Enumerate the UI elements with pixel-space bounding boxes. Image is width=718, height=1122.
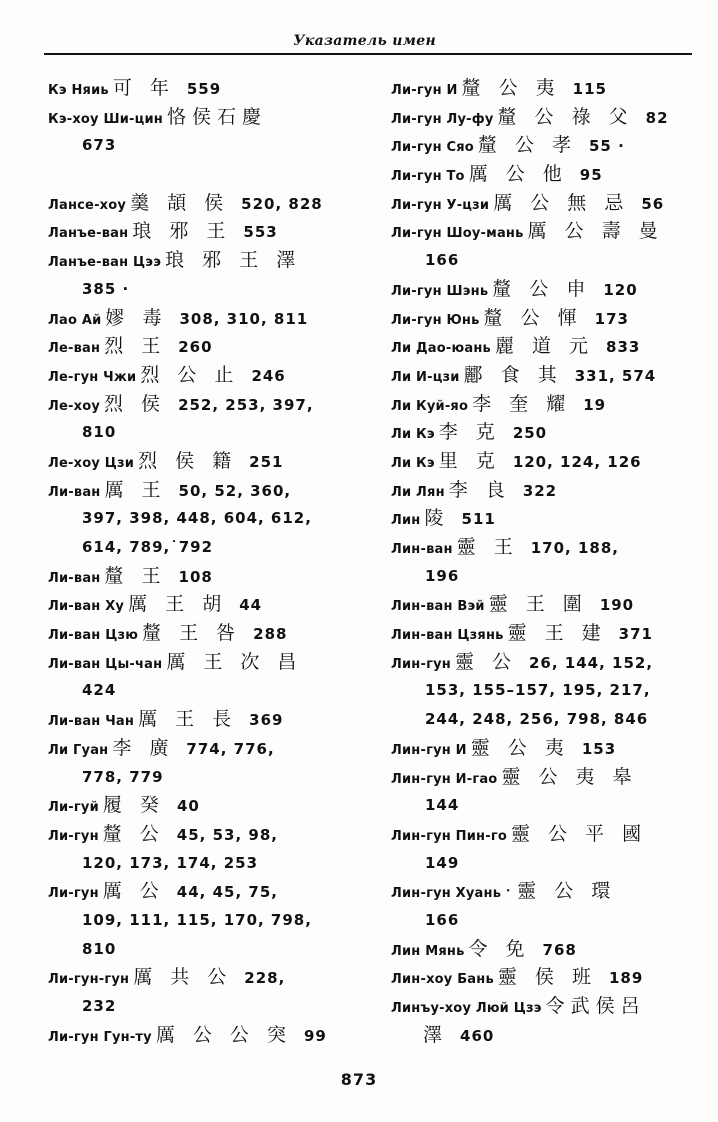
entry-continuation [391, 906, 696, 935]
entry-continuation [48, 676, 378, 705]
entry-name: Ли-гун-гун [48, 972, 130, 988]
entry-pages: 45, 53, 98, [176, 825, 278, 844]
entry-line [391, 447, 696, 476]
entry-hanzi: 厲 王 次 昌 [166, 650, 303, 673]
entry-line [391, 877, 696, 906]
entry-name: Ли Кэ [391, 455, 435, 471]
index-entry [391, 476, 696, 505]
entry-hanzi: 李 克 [438, 421, 501, 444]
entry-hanzi: 可 年 [112, 77, 175, 99]
entry-pages: 768 [542, 940, 577, 959]
index-entry [48, 361, 378, 390]
entry-name: Лин-ван [391, 542, 453, 557]
entry-name: Ли-ван Цзю [48, 628, 139, 644]
index-entry [391, 189, 696, 218]
entry-hanzi: 釐 公 惲 [483, 306, 583, 329]
entry-pages: 120, 173, 174, 253 [82, 853, 259, 872]
entry-name: Ланъе-ван Цээ [48, 255, 162, 271]
index-entry [391, 74, 696, 103]
entry-line [48, 791, 378, 820]
entry-line [391, 189, 696, 218]
entry-line [48, 705, 378, 734]
entry-line [391, 763, 696, 792]
entry-name: Лин-гун [391, 656, 451, 672]
entry-pages: 250 [512, 424, 548, 443]
index-entry [48, 304, 378, 333]
header-rule [44, 53, 692, 55]
index-entry [391, 332, 696, 361]
right-column [391, 74, 696, 1049]
entry-pages: 228, [244, 969, 286, 988]
entry-pages: 424 [82, 681, 117, 700]
entry-pages: 460 [460, 1026, 495, 1045]
entry-pages: 196 [425, 566, 460, 585]
entry-line [391, 160, 696, 189]
entry-line [391, 734, 696, 763]
entry-pages: 82 [645, 108, 669, 127]
entry-pages: 244, 248, 256, 798, 846 [425, 710, 649, 729]
entry-continuation [48, 935, 378, 964]
index-entry [391, 103, 696, 132]
entry-pages: 173 [594, 309, 629, 328]
entry-hanzi: 澤 [423, 1023, 449, 1046]
index-entry [48, 820, 378, 877]
entry-hanzi: 履 癸 [102, 794, 165, 817]
entry-line [391, 590, 696, 619]
index-entry [391, 935, 696, 964]
entry-hanzi: 釐 公 孝 [477, 134, 577, 157]
index-entry [48, 217, 378, 246]
entry-name: Ли-ван Чан [48, 714, 135, 730]
entry-name: Ле-хоу [48, 398, 101, 414]
entry-hanzi: 琅 邪 王 [132, 220, 232, 243]
entry-pages: 673 [82, 136, 117, 155]
entry-hanzi: 靈 王 圍 [488, 593, 588, 616]
entry-hanzi: 里 克 [438, 449, 501, 472]
entry-line [48, 619, 378, 648]
entry-pages: 108 [178, 567, 213, 586]
entry-pages: 166 [425, 251, 460, 270]
entry-line [48, 74, 378, 103]
entry-pages: 252, 253, 397, [178, 395, 314, 414]
entry-hanzi: 靈 公 平 國 [510, 822, 648, 845]
entry-pages: 520, 828 [241, 194, 323, 213]
entry-pages: 559 [186, 80, 222, 98]
entry-pages: 232 [82, 997, 117, 1015]
entry-hanzi: 厲 公 公 突 [155, 1023, 292, 1046]
entry-line [48, 447, 378, 476]
index-entry [391, 963, 696, 992]
entry-line [48, 217, 378, 246]
entry-line [391, 217, 696, 246]
entry-hanzi: 烈 侯 [104, 392, 167, 415]
index-entry [48, 562, 378, 591]
index-entry [391, 418, 696, 447]
entry-continuation [391, 705, 696, 734]
entry-name: Ли-гун У-цзи [391, 197, 490, 213]
entry-pages: 153 [581, 739, 617, 758]
entry-continuation [48, 131, 378, 160]
entry-pages: 40 [176, 797, 200, 816]
entry-pages: 56 [641, 194, 665, 213]
entry-pages: 369 [249, 711, 284, 730]
entry-continuation [48, 992, 378, 1021]
entry-name: Линъу-хоу Люй Цзэ [391, 1001, 542, 1016]
entry-continuation [391, 246, 696, 275]
entry-name: Ли-гун [48, 828, 99, 844]
entry-name: Ли-гуй [48, 800, 99, 816]
entry-hanzi: 厲 公 [102, 880, 165, 903]
entry-pages: 371 [618, 625, 653, 644]
entry-name: Кэ-хоу Ши-цин [48, 111, 163, 127]
entry-pages: 149 [425, 853, 460, 872]
entry-name: Ли И-цзи [391, 369, 460, 385]
entry-name: Ли-гун Лу-фу [391, 111, 494, 127]
index-entry [48, 1021, 378, 1050]
entry-line [48, 476, 378, 505]
entry-line [391, 390, 696, 419]
entry-name: Ли Куй-яо [391, 398, 469, 414]
entry-hanzi: 陵 [424, 507, 450, 530]
entry-name: Лин [391, 513, 421, 529]
entry-hanzi: 靈 公 [454, 650, 517, 673]
entry-hanzi: 李 奎 耀 [472, 392, 572, 415]
entry-line [391, 131, 696, 160]
entry-name: Лао Ай [48, 312, 102, 328]
index-entry [48, 103, 378, 160]
entry-line [48, 304, 378, 333]
entry-pages: 120 [603, 280, 638, 299]
entry-hanzi: 厲 王 胡 [128, 593, 228, 616]
index-entry [48, 619, 378, 648]
entry-hanzi: 烈 公 止 [140, 363, 240, 386]
entry-name: Ли Кэ [391, 427, 435, 443]
index-entry [48, 189, 378, 218]
entry-line [48, 361, 378, 390]
entry-continuation [48, 275, 378, 304]
index-entry [391, 763, 696, 820]
entry-line [48, 189, 378, 218]
entry-line [48, 734, 378, 763]
entry-name: Ли-гун Шэнь [391, 283, 489, 299]
entry-hanzi: 靈 王 建 [507, 622, 607, 645]
entry-name: Ли-гун Шоу-мань [391, 226, 524, 242]
entry-hanzi: 李 廣 [112, 736, 175, 759]
entry-pages: 44, 45, 75, [176, 883, 278, 902]
index-entry [48, 447, 378, 476]
entry-name: Ли-гун И [391, 83, 458, 98]
index-entry [391, 877, 696, 934]
entry-hanzi: 厲 公 壽 曼 [527, 220, 664, 243]
entry-pages: 322 [522, 481, 558, 500]
entry-hanzi: 烈 侯 籍 [138, 449, 238, 472]
entry-line [48, 332, 378, 361]
entry-line [48, 648, 378, 677]
entry-continuation [391, 791, 696, 820]
entry-line [391, 992, 696, 1021]
entry-line [391, 648, 696, 677]
entry-line [48, 103, 378, 132]
page-number: 873 [340, 1070, 378, 1089]
index-entry [391, 992, 696, 1049]
entry-hanzi: 釐 王 咎 [142, 622, 242, 645]
index-entry [391, 648, 696, 734]
entry-line [391, 476, 696, 505]
entry-hanzi: 酈 食 其 [463, 363, 563, 386]
entry-name: Лин-гун И-гао [391, 771, 498, 787]
entry-continuation [391, 849, 696, 878]
entry-pages: 50, 52, 360, [178, 481, 292, 500]
index-entry [391, 390, 696, 419]
entry-line [48, 963, 378, 992]
entry-hanzi: 釐 王 [104, 564, 167, 587]
entry-hanzi: 厲 公 無 忌 [493, 191, 630, 214]
index-entry [391, 217, 696, 274]
index-entry [391, 275, 696, 304]
entry-pages: 397, 398, 448, 604, 612, [82, 509, 312, 528]
index-entry [48, 476, 378, 562]
entry-hanzi: 李 良 [448, 478, 511, 501]
entry-name: Ли-гун Сяо [391, 140, 474, 156]
entry-name: Ли-ван Цы-чан [48, 656, 163, 672]
entry-continuation [48, 763, 378, 792]
entry-name: Ли-гун То [391, 169, 465, 185]
entry-hanzi: 令武侯呂 [545, 995, 646, 1017]
entry-pages: 55 · [589, 137, 625, 156]
entry-hanzi: 烈 王 [104, 335, 167, 358]
entry-pages: 95 [579, 166, 603, 185]
entry-pages: 189 [608, 969, 644, 988]
entry-line [391, 103, 696, 132]
entry-line [391, 275, 696, 304]
entry-line [48, 820, 378, 849]
left-column [48, 74, 378, 1049]
index-entry [391, 504, 696, 533]
entry-name: Ли Дао-юань [391, 341, 491, 357]
entry-name: Лансе-хоу [48, 197, 127, 213]
entry-pages: 331, 574 [574, 366, 657, 385]
index-entry [48, 246, 378, 303]
entry-name: Ли-ван [48, 570, 101, 586]
entry-pages: 251 [249, 452, 284, 471]
entry-pages: 144 [425, 796, 460, 815]
entry-name: Ле-хоу Цзи [48, 455, 135, 471]
entry-pages: 810 [82, 939, 117, 958]
entry-hanzi: 厲 王 長 [138, 708, 238, 731]
entry-continuation [391, 1021, 696, 1050]
entry-hanzi: 釐 公 [102, 822, 165, 845]
entry-hanzi: 靈 侯 班 [497, 966, 597, 989]
entry-line [48, 246, 378, 275]
entry-continuation [48, 418, 378, 447]
index-entry [48, 390, 378, 447]
entry-line [391, 304, 696, 333]
entry-line [48, 590, 378, 619]
entry-hanzi: 釐 公 申 [492, 277, 592, 300]
entry-line [391, 963, 696, 992]
entry-name: Ли-гун [48, 886, 99, 902]
running-header: Указатель имен [293, 33, 436, 49]
index-entry [391, 447, 696, 476]
entry-pages: 308, 310, 811 [179, 309, 309, 328]
entry-pages: 288 [253, 625, 288, 644]
entry-name: Кэ Няиь [48, 83, 109, 98]
entry-pages: 553 [243, 223, 278, 242]
entry-name: Лин-ван Цзянь [391, 628, 504, 644]
entry-hanzi: 嫪 毒 [105, 306, 168, 329]
entry-continuation [48, 849, 378, 878]
entry-continuation [391, 676, 696, 705]
entry-pages: 810 [82, 423, 117, 442]
entry-pages: 109, 111, 115, 170, 798, [82, 910, 312, 929]
entry-pages: 120, 124, 126 [512, 452, 642, 471]
entry-name: Ле-ван [48, 341, 101, 357]
entry-continuation [48, 906, 378, 935]
entry-hanzi: 靈 王 [456, 536, 519, 558]
entry-name: Ланъе-ван [48, 226, 129, 242]
entry-line [391, 619, 696, 648]
entry-hanzi: 釐 公 夷 [461, 77, 561, 99]
entry-line [48, 1021, 378, 1050]
entry-name: Ли Гуан [48, 742, 109, 758]
entry-hanzi: 令 免 [468, 937, 531, 960]
index-entry [391, 304, 696, 333]
index-entry [48, 734, 378, 791]
entry-pages: 614, 789,˙792 [82, 538, 214, 556]
entry-pages: 246 [251, 366, 286, 385]
entry-pages: 166 [425, 910, 460, 929]
entry-pages: 170, 188, [530, 539, 619, 557]
index-entry [48, 590, 378, 619]
entry-pages: 511 [461, 510, 496, 529]
index-entry [391, 160, 696, 189]
index-entry [48, 963, 378, 1020]
entry-name: Лин-гун Хуань [391, 886, 502, 902]
index-entry [391, 734, 696, 763]
entry-pages: 778, 779 [82, 767, 164, 786]
entry-name: Ли-гун Юнь [391, 312, 480, 328]
index-entry [48, 791, 378, 820]
entry-name: Лин Мянь [391, 943, 465, 959]
entry-line [391, 820, 696, 849]
entry-pages: 26, 144, 152, [528, 653, 654, 672]
entry-name: Ли-ван Ху [48, 599, 125, 615]
entry-hanzi: 厲 共 公 [133, 966, 233, 989]
entry-hanzi: 厲 公 他 [468, 163, 568, 186]
entry-pages: 774, 776, [186, 739, 275, 758]
index-entry [48, 74, 378, 103]
index-entry [48, 877, 378, 963]
index-entry [391, 619, 696, 648]
entry-line [391, 935, 696, 964]
entry-continuation [391, 562, 696, 591]
entry-pages: 260 [178, 338, 213, 357]
entry-name: Ли Лян [391, 484, 445, 500]
index-entry [48, 332, 378, 361]
entry-name: Ли-ван [48, 484, 101, 500]
entry-hanzi: 琅 邪 王 澤 [165, 249, 302, 272]
entry-pages: 115 [572, 80, 607, 98]
index-entry [391, 590, 696, 619]
entry-line [391, 361, 696, 390]
entry-pages: 44 [239, 596, 263, 615]
entry-line [48, 562, 378, 591]
blank-line [48, 160, 378, 189]
entry-pages: 385 · [82, 279, 130, 298]
index-entry [48, 648, 378, 705]
entry-continuation [48, 504, 378, 533]
entry-pages: 19 [583, 395, 607, 414]
entry-pages: 153, 155–157, 195, 217, [425, 681, 651, 700]
entry-name: Ле-гун Чжи [48, 369, 137, 385]
entry-name: Ли-гун Гун-ту [48, 1029, 152, 1045]
entry-pages: 99 [303, 1026, 327, 1045]
index-entry [391, 361, 696, 390]
index-entry [391, 533, 696, 590]
entry-line [48, 390, 378, 419]
entry-hanzi: 羹 頡 侯 [130, 191, 230, 214]
entry-line [391, 533, 696, 562]
entry-name: Лин-ван Вэй [391, 599, 485, 615]
index-entry [48, 705, 378, 734]
entry-line [391, 74, 696, 103]
entry-name: Лин-гун И [391, 742, 467, 758]
entry-continuation [48, 533, 378, 562]
index-entry [391, 131, 696, 160]
entry-name: Лин-гун Пин-го [391, 828, 507, 844]
entry-line [391, 504, 696, 533]
entry-line [391, 332, 696, 361]
index-entry [391, 820, 696, 877]
entry-hanzi: 厲 王 [104, 478, 167, 501]
entry-hanzi: 釐 公 祿 父 [497, 105, 634, 128]
entry-name: Лин-хоу Бань [391, 972, 494, 988]
entry-hanzi: ·靈 公 環 [505, 880, 617, 903]
entry-pages: 190 [599, 596, 635, 615]
entry-hanzi: 恪侯石慶 [166, 105, 267, 128]
entry-line [48, 877, 378, 906]
entry-hanzi: 麗 道 元 [494, 335, 595, 358]
entry-hanzi: 靈 公 夷 皋 [501, 765, 638, 788]
entry-line [391, 418, 696, 447]
entry-pages: 833 [606, 338, 641, 357]
entry-hanzi: 靈 公 夷 [470, 736, 570, 759]
